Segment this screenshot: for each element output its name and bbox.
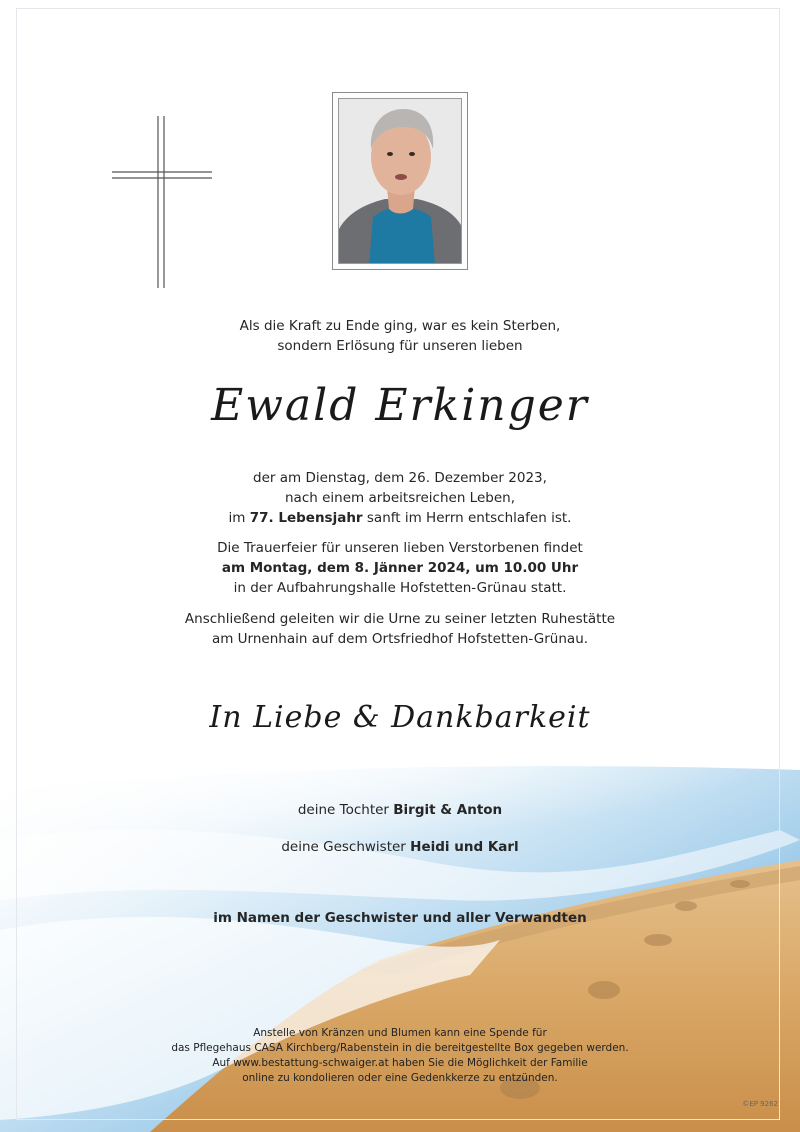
burial-info — [0, 609, 800, 649]
ceremony-line-1: Die Trauerfeier für unseren lieben Verstorbenen findet — [217, 540, 583, 556]
relatives-text: im Namen der Geschwister und aller Verwandten — [213, 910, 587, 926]
portrait-frame — [332, 92, 468, 270]
intro-line-2: sondern Erlösung für unseren lieben — [277, 338, 523, 354]
deceased-name: Ewald Erkinger — [211, 380, 589, 431]
motto-heading: In Liebe & Dankbarkeit — [209, 700, 591, 735]
donation-line-2: das Pflegehaus CASA Kirchberg/Rabenstein in die bereitgestellte Box gegeben werden. — [171, 1042, 629, 1054]
daughter-names: Birgit & Anton — [393, 802, 503, 818]
siblings-prefix: deine Geschwister — [281, 839, 411, 855]
death-info-line-3-pre: im — [228, 510, 250, 526]
death-info-line-3-post: sanft im Herrn entschlafen ist. — [362, 510, 572, 526]
death-info-line-2: nach einem arbeitsreichen Leben, — [285, 490, 515, 506]
donation-note — [0, 1026, 800, 1086]
form-code: ©EP 9262 — [742, 1100, 778, 1108]
death-info-line-3 — [0, 508, 800, 528]
ceremony-date-line — [0, 558, 800, 578]
ceremony-line-3: in der Aufbahrungshalle Hofstetten-Grünau statt. — [233, 580, 567, 596]
burial-line-2: am Urnenhain auf dem Ortsfriedhof Hofstetten-Grünau. — [211, 631, 589, 647]
mourner-siblings — [0, 837, 800, 857]
ceremony-date: am Montag, dem 8. Jänner 2024, um 10.00 Uhr — [221, 560, 579, 576]
ceremony-info — [0, 538, 800, 598]
age-text: 77. Lebensjahr — [249, 510, 363, 526]
donation-line-1: Anstelle von Kränzen und Blumen kann eine Spende für — [253, 1027, 547, 1039]
donation-line-3: Auf www.bestattung-schwaiger.at haben Sie die Möglichkeit der Familie — [212, 1057, 588, 1069]
burial-line-1: Anschließend geleiten wir die Urne zu seiner letzten Ruhestätte — [184, 611, 616, 627]
death-info-line-1: der am Dienstag, dem 26. Dezember 2023, — [253, 470, 547, 486]
death-info — [0, 468, 800, 528]
donation-line-4: online zu kondolieren oder eine Gedenkkerze zu entzünden. — [242, 1072, 558, 1084]
daughter-prefix: deine Tochter — [297, 802, 394, 818]
intro-text — [0, 316, 800, 356]
mourner-relatives — [0, 908, 800, 928]
mourner-daughter — [0, 800, 800, 820]
double-line-cross-icon — [110, 112, 214, 292]
portrait-photo — [338, 98, 462, 264]
siblings-names: Heidi und Karl — [410, 839, 519, 855]
intro-line-1: Als die Kraft zu Ende ging, war es kein Sterben, — [239, 318, 561, 334]
portrait-image — [339, 99, 462, 264]
